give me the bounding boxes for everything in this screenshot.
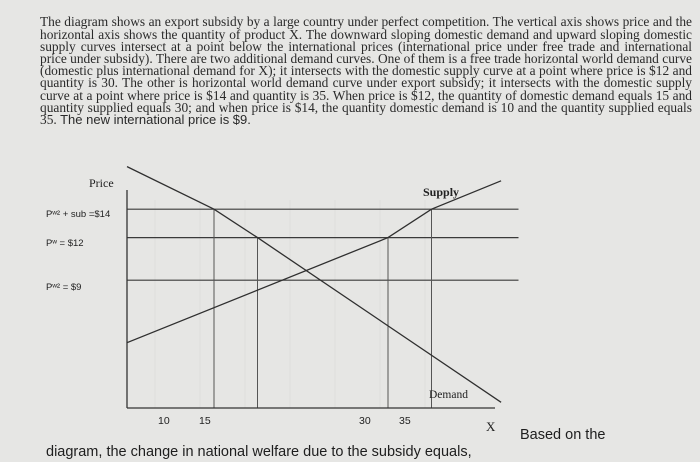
question-line-1: Based on the — [520, 427, 606, 443]
x-tick-label-30: 30 — [359, 415, 371, 427]
curves — [127, 167, 501, 403]
y-tick-label-9: Pʷ² = $9 — [46, 282, 82, 293]
y-axis-label: Price — [89, 176, 114, 190]
demand-curve-label: Demand — [429, 389, 468, 401]
x-axis-label: X — [486, 419, 496, 434]
supply-curve-label: Supply — [423, 185, 460, 199]
price-lines — [127, 209, 519, 280]
x-tick-label-10: 10 — [158, 415, 170, 427]
demand-curve — [127, 167, 501, 403]
quantity-drop-lines — [214, 209, 432, 408]
chart-grid — [155, 200, 425, 408]
problem-paragraph: The diagram shows an export subsidy by a large country under perfect competition. The vertical axis shows price and the horizontal axis shows the quantity of product X. The downward sloping domestic demand and upward sloping domestic supply curves intersect at a point below the international prices (international price under free trade and international price under subsidy). There are two additional demand curves. One of them is a free trade horizontal world demand curve (domestic plus international demand for X); it intersects with the domestic supply curve at a point where price is $12 and quantity is 30. The other is horizontal world demand curve under export subsidy; it intersects with the domestic supply curve at a point where price is $14 and quantity is 35. When price is $12, the quantity of domestic demand equals 15 and quantity supplied equals 30; and when price is $14, the quantity domestic demand is 10 and the quantity supplied equals 35. — [40, 14, 692, 128]
x-tick-label-35: 35 — [399, 415, 411, 427]
supply-curve — [127, 181, 501, 343]
x-tick-label-15: 15 — [199, 415, 211, 427]
y-tick-label-14: Pʷ² + sub =$14 — [46, 209, 111, 220]
y-tick-label-12: Pʷ = $12 — [46, 238, 84, 249]
question-line-2: diagram, the change in national welfare due to the subsidy equals, — [46, 444, 472, 460]
problem-new-price: The new international price is $9. — [60, 112, 251, 128]
